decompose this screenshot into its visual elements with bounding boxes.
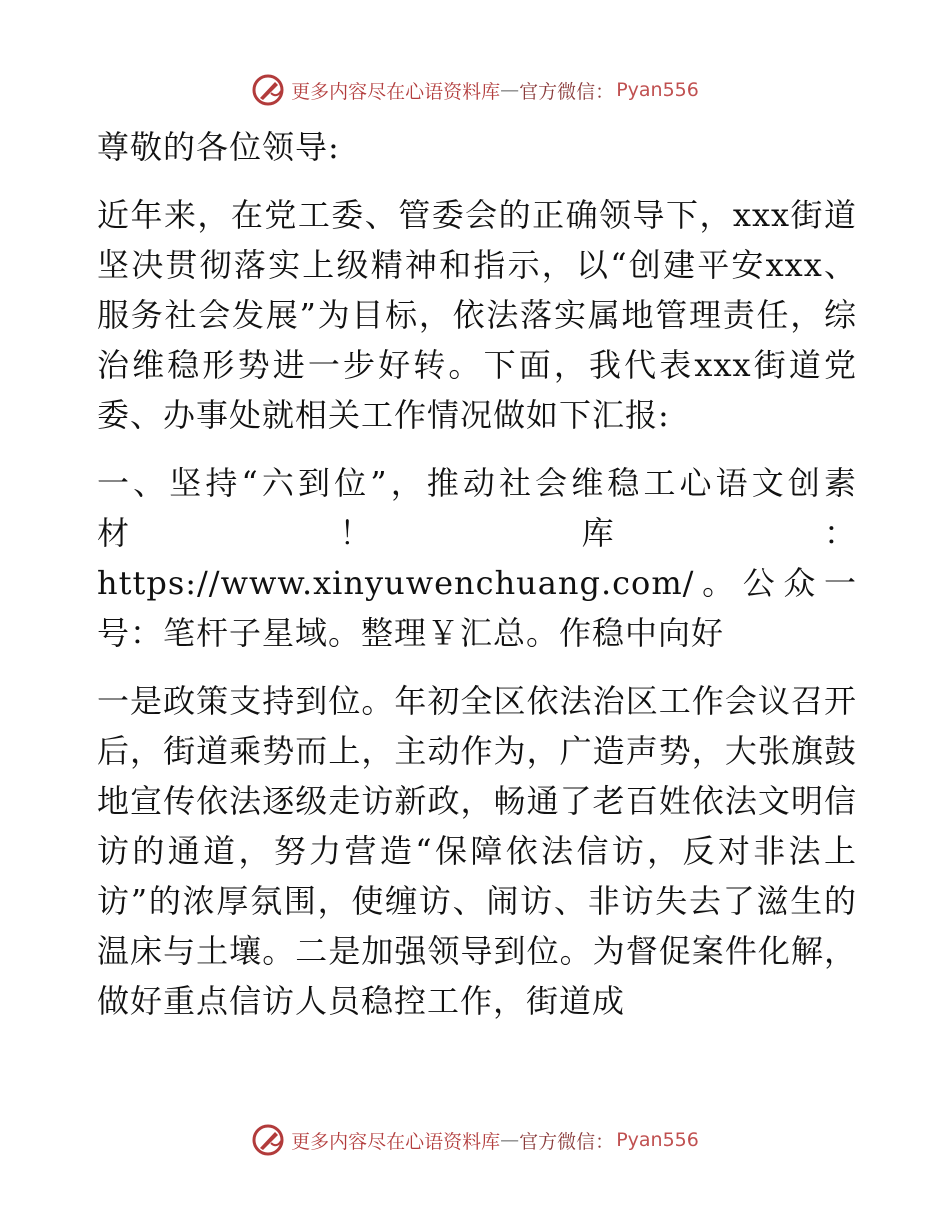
paragraph-policy-support: 一是政策支持到位。年初全区依法治区工作会议召开后，街道乘势而上，主动作为，广造声势，大张旗鼓地宣传依法逐级走访新政，畅通了老百姓依法文明信访的通道，努力营造“保障依法信访，反对非法上访”的浓厚氛围，使缠访、闹访、非访失去了滋生的温床与土壤。二是加强领导到位。为督促案件化解，做好重点信访人员稳控工作，街道成: [97, 682, 857, 1020]
watermark-label: 官方微信：: [519, 80, 615, 103]
watermark-dash: —: [500, 79, 520, 101]
quill-seal-icon: [251, 73, 285, 107]
salutation: 尊敬的各位领导:: [97, 128, 340, 166]
watermark-brand: 更多内容尽在心语资料库: [291, 1130, 501, 1153]
quill-seal-icon: [251, 1123, 285, 1157]
watermark-brand: 更多内容尽在心语资料库: [291, 80, 501, 103]
watermark-dash: —: [500, 1129, 520, 1151]
paragraph-intro: 近年来，在党工委、管委会的正确领导下，xxx街道坚决贯彻落实上级精神和指示，以“创建平安xxx、服务社会发展”为目标，依法落实属地管理责任，综治维稳形势进一步好转。下面，我代表xxx街道党委、办事处就相关工作情况做如下汇报:: [97, 196, 857, 434]
footer-watermark: [0, 1120, 950, 1160]
watermark-label: 官方微信：: [519, 1130, 615, 1153]
header-watermark: [0, 70, 950, 110]
document-body: [97, 122, 857, 1026]
paragraph-section-one: 一、坚持“六到位”，推动社会维稳工心语文创素材！库：https://www.xinyuwenchuang.com/。公众一号：笔杆子星域。整理￥汇总。作稳中向好: [97, 464, 857, 652]
watermark-wechat-id: Pyan556: [616, 1129, 699, 1151]
watermark-wechat-id: Pyan556: [616, 79, 699, 101]
